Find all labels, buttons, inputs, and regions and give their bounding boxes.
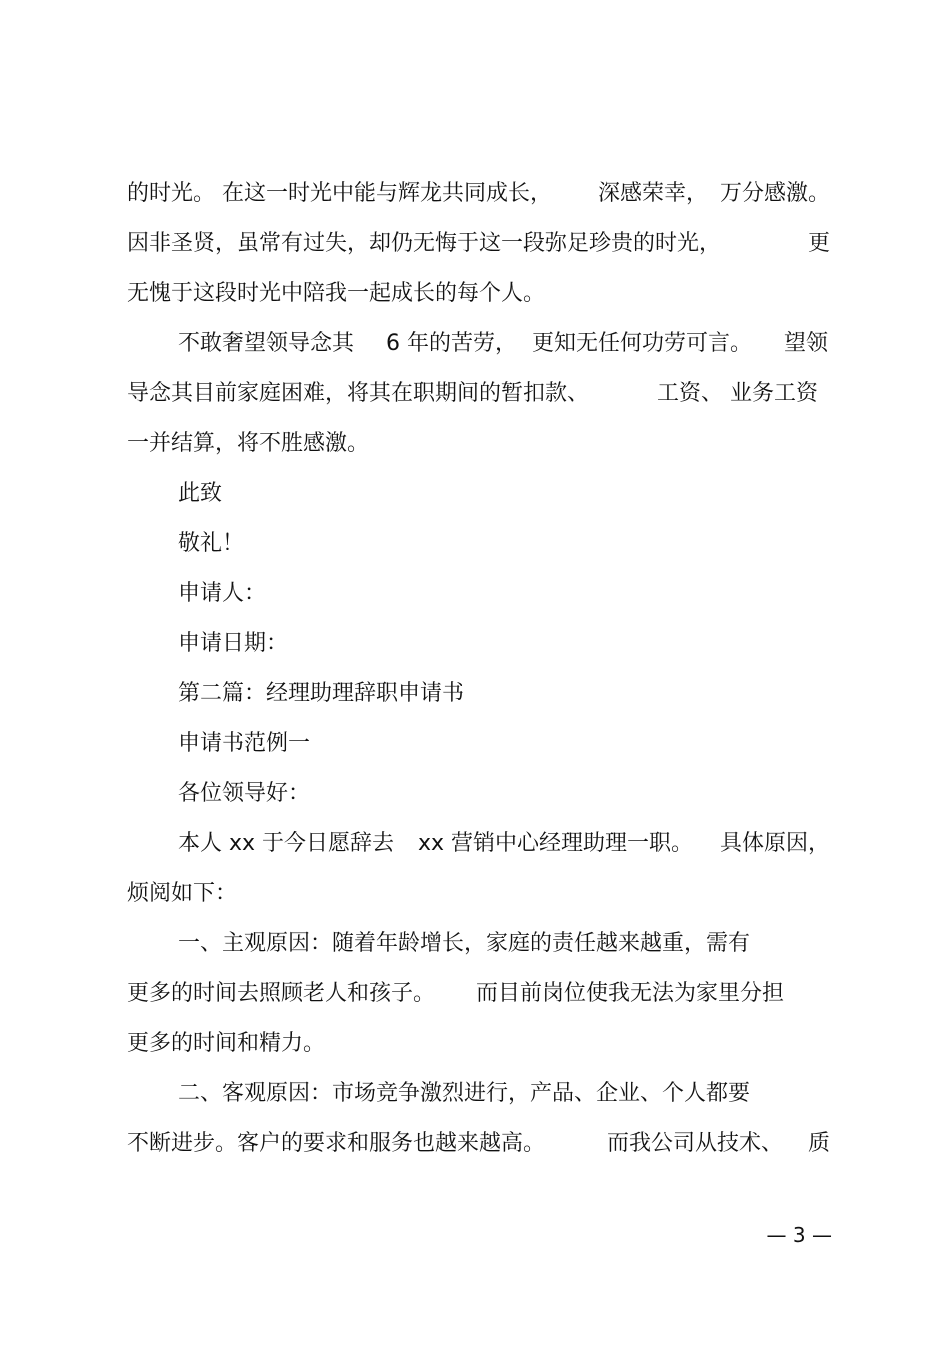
text-segment: 不断进步。客户的要求和服务也越来越高。 [127,1131,546,1156]
paragraph-line [0,177,950,211]
text-segment: 更多的时间去照顾老人和孩子。 [127,981,436,1006]
text-segment: 深感荣幸， [598,181,709,206]
salutation-line [0,527,950,561]
text-segment: 二、客观原因：市场竞争激烈进行，产品、企业、个人都要 [178,1081,751,1106]
section-heading [0,677,950,711]
text-segment: 烦阅如下： [127,881,238,906]
paragraph-line [0,877,950,911]
text-segment: 具体原因， [720,831,831,856]
paragraph-line [0,827,950,861]
text-segment: 本人 xx 于今日愿辞去 [178,831,395,856]
text-segment: 申请人： [178,581,267,606]
paragraph-line [0,1127,950,1161]
text-segment: 而我公司从技术、 [607,1131,784,1156]
text-segment: 无愧于这段时光中陪我一起成长的每个人。 [127,281,546,306]
text-segment: 一、主观原因：随着年龄增长，家庭的责任越来越重，需有 [178,931,751,956]
text-segment: 质 [808,1131,831,1156]
text-segment: 而目前岗位使我无法为家里分担 [476,981,785,1006]
text-segment: 申请日期： [178,631,289,656]
text-segment: 不敢奢望领导念其 [178,331,355,356]
paragraph-line [0,227,950,261]
text-segment: 因非圣贤，虽常有过失，却仍无悔于这一段弥足珍贵的时光， [127,231,722,256]
section-subheading [0,727,950,761]
text-segment: 各位领导好： [178,781,311,806]
salutation-line [0,477,950,511]
text-segment: 更多的时间和精力。 [127,1031,326,1056]
text-segment: 更知无任何功劳可言。 [532,331,753,356]
text-segment: 望领 [784,331,829,356]
applicant-line [0,577,950,611]
text-segment: 工资、 业务工资 [657,381,818,406]
text-segment: 第二篇：经理助理辞职申请书 [178,681,465,706]
paragraph-line [0,427,950,461]
paragraph-line [0,327,950,361]
paragraph-line [0,377,950,411]
text-segment: 万分感激。 [720,181,831,206]
paragraph-line [0,927,950,961]
text-segment: 导念其目前家庭困难，将其在职期间的暂扣款、 [127,381,590,406]
text-segment: 此致 [178,481,223,506]
text-segment: 敬礼！ [178,531,245,556]
greeting-line [0,777,950,811]
paragraph-line [0,1077,950,1111]
text-segment: 更 [808,231,831,256]
page-number: — 3 — [766,1223,832,1247]
paragraph-line [0,1027,950,1061]
text-segment: xx 营销中心经理助理一职。 [418,831,694,856]
text-segment: 的时光。 在这一时光中能与辉龙共同成长， [127,181,552,206]
paragraph-line [0,977,950,1011]
text-segment: 申请书范例一 [178,731,311,756]
text-segment: 6 年的苦劳， [386,331,517,356]
date-line [0,627,950,661]
text-segment: 一并结算，将不胜感激。 [127,431,370,456]
paragraph-line [0,277,950,311]
